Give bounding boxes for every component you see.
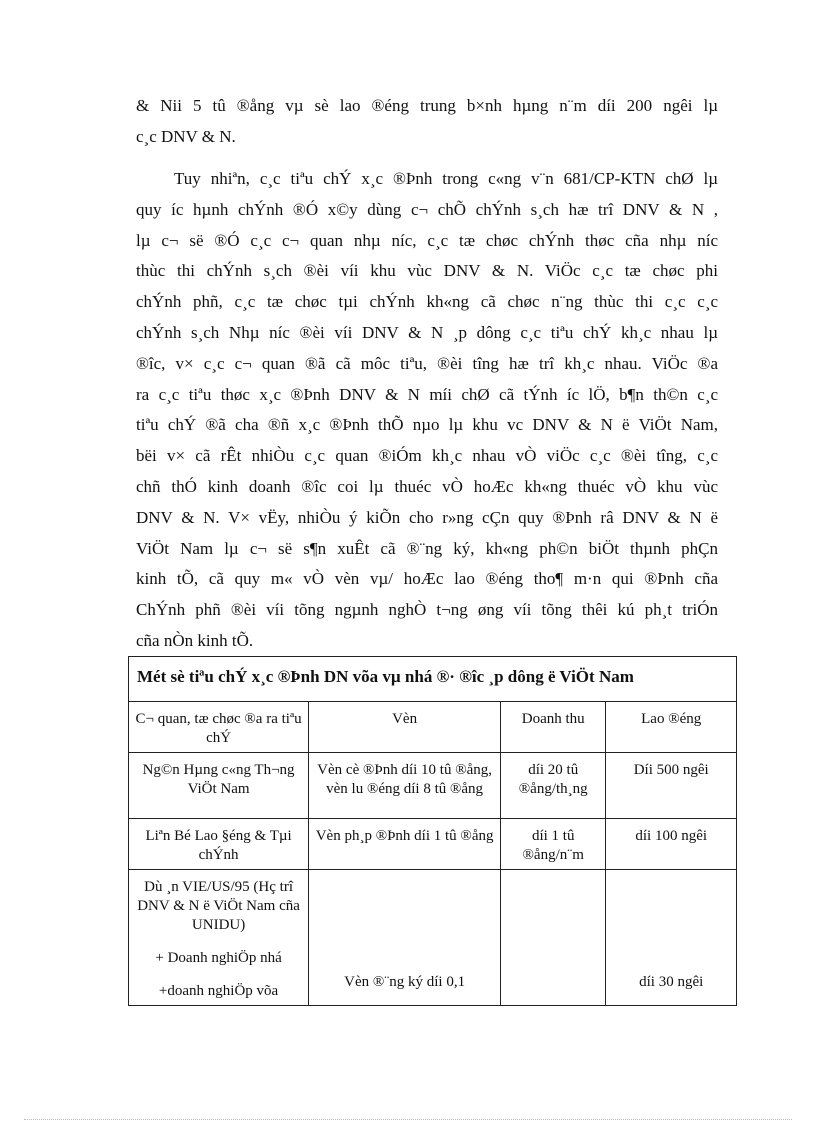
- header-labor: Lao ®éng: [606, 702, 737, 753]
- text-line: lµ c¬ së ®Ó c¸c c¬ quan nhµ níc, c¸c tæ chøc chÝnh thøc cña nhµ níc: [136, 230, 718, 250]
- cell-org-main: Dù ¸n VIE/US/95 (Hç trî DNV & N ë ViÖt Nam cña UNIDU): [137, 879, 300, 933]
- cell-org: Ng©n Hµng c«ng Th¬ng ViÖt Nam: [129, 753, 309, 819]
- cell-org: Liªn Bé Lao §éng & Tµi chÝnh: [129, 819, 309, 870]
- cell-capital: Vèn cè ®Þnh díi 10 tû ®ång, vèn lu ®éng díi 8 tû ®ång: [309, 753, 501, 819]
- text-line: bëi v× cã rÊt nhiÒu c¸c quan ®iÓm kh¸c nhau vÒ viÖc c¸c ®èi tîng, c¸c: [136, 446, 718, 466]
- header-org: C¬ quan, tæ chøc ®a ra tiªu chÝ: [129, 702, 309, 753]
- text-line: chñ thÓ kinh doanh ®îc coi lµ thuéc vÒ hoÆc kh«ng thuéc vÒ khu vùc: [136, 476, 718, 496]
- table-row: [129, 870, 737, 1006]
- table-row: [129, 753, 737, 819]
- cell-revenue: [501, 870, 606, 1006]
- cell-org-medium: +doanh nghiÖp võa: [158, 983, 279, 999]
- text-line: Tuy nhiªn, c¸c tiªu chÝ x¸c ®Þnh trong c«ng v¨n 681/CP-KTN chØ lµ: [174, 169, 718, 188]
- cell-org-small: + Doanh nghiÖp nhá: [155, 950, 282, 966]
- text-line: ra c¸c tiªu thøc x¸c ®Þnh DNV & N míi chØ cã tÝnh íc lÖ, b¶n th©n c¸c: [136, 384, 718, 404]
- table-header-row: [129, 702, 737, 753]
- text-line: thùc thi chÝnh s¸ch ®èi víi khu vùc DNV & N. ViÖc c¸c tæ chøc phi: [136, 261, 718, 281]
- cell-labor-value: díi 30 ngêi: [639, 974, 704, 990]
- text-line: cña nÒn kinh tÕ.: [136, 630, 254, 650]
- text-line: DNV & N. V× vËy, nhiÒu ý kiÕn cho r»ng cÇn quy ®Þnh râ DNV & N ë: [136, 507, 718, 527]
- paragraph-2: [136, 164, 718, 657]
- text-line: tiªu chÝ ®ã cha ®ñ x¸c ®Þnh thÕ nµo lµ khu vc DNV & N ë ViÖt Nam,: [136, 415, 718, 435]
- cell-revenue: díi 20 tû ®ång/th¸ng: [501, 753, 606, 819]
- text-line: c¸c DNV & N.: [136, 126, 236, 146]
- sme-criteria-table: [128, 656, 737, 1006]
- cell-capital: [309, 870, 501, 1006]
- cell-capital-value: Vèn ®¨ng ký díi 0,1: [344, 974, 466, 990]
- text-line: kinh tÕ, cã quy m« vÒ vèn vµ/ hoÆc lao ®éng tho¶ m·n qui ®Þnh cña: [136, 569, 718, 589]
- cell-capital: Vèn ph¸p ®Þnh díi 1 tû ®ång: [309, 819, 501, 870]
- header-revenue: Doanh thu: [501, 702, 606, 753]
- cell-labor: [606, 870, 737, 1006]
- cell-revenue: díi 1 tû ®ång/n¨m: [501, 819, 606, 870]
- text-line: & Nii 5 tû ®ång vµ sè lao ®éng trung b×nh hµng n¨m díi 200 ngêi lµ: [136, 96, 718, 115]
- text-line: quy íc hµnh chÝnh ®Ó x©y dùng c¬ chÕ chÝnh s¸ch hæ trî DNV & N ,: [136, 199, 718, 219]
- text-line: chÝnh phñ, c¸c tæ chøc tµi chÝnh kh«ng cã chøc n¨ng thùc thi c¸c c¸c: [136, 292, 718, 312]
- page-bottom-rule: [24, 1119, 792, 1120]
- text-line: ®îc, v× c¸c c¬ quan ®ã cã môc tiªu, ®èi tîng hæ trî kh¸c nhau. ViÖc ®a: [136, 353, 718, 373]
- table-title: Mét sè tiªu chÝ x¸c ®Þnh DN võa vµ nhá ®· ®îc ¸p dông ë ViÖt Nam: [129, 657, 737, 702]
- table-row: [129, 819, 737, 870]
- text-line: chÝnh s¸ch Nhµ níc ®èi víi DNV & N ¸p dông c¸c tiªu chÝ kh¸c nhau lµ: [136, 322, 718, 342]
- cell-labor: díi 100 ngêi: [606, 819, 737, 870]
- text-line: ViÖt Nam lµ c¬ së s¶n xuÊt cã ®¨ng ký, kh«ng ph©n biÖt thµnh phÇn: [136, 538, 718, 558]
- paragraph-1: [136, 91, 718, 153]
- text-line: ChÝnh phñ ®èi víi tõng ngµnh nghÒ t¬ng øng víi tõng thêi kú ph¸t triÓn: [136, 600, 718, 620]
- cell-labor: Díi 500 ngêi: [606, 753, 737, 819]
- header-capital: Vèn: [309, 702, 501, 753]
- cell-org: [129, 870, 309, 1006]
